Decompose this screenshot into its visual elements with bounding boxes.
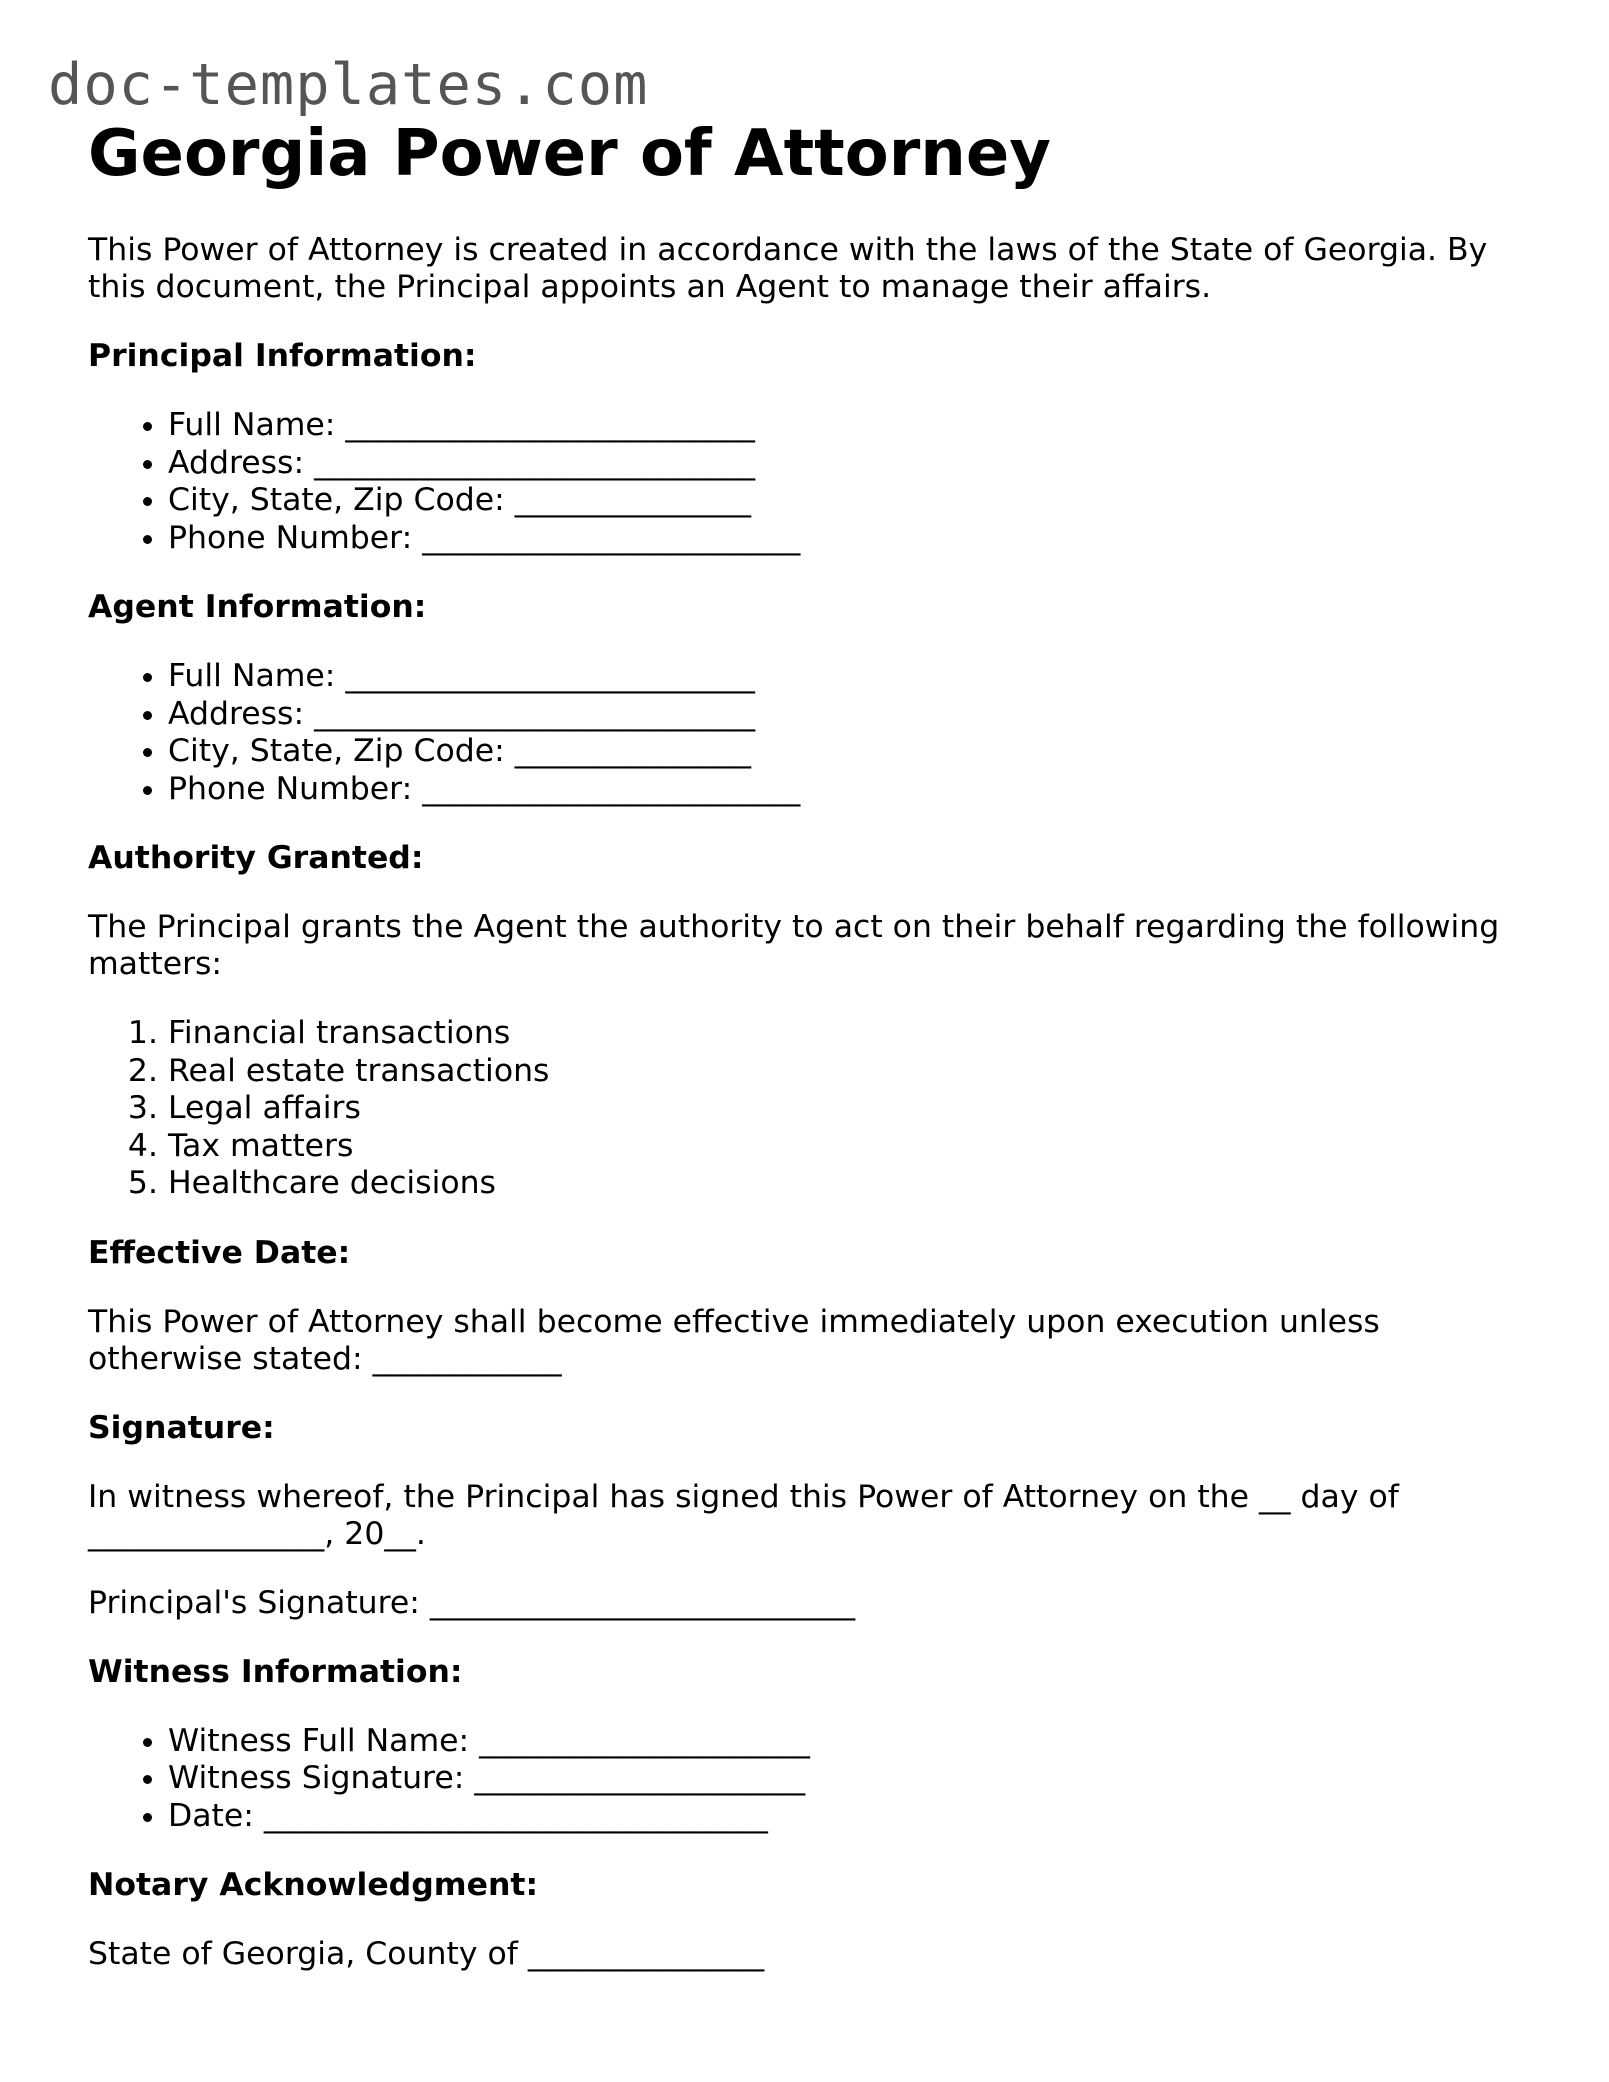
authority-list bbox=[88, 1015, 1528, 1203]
watermark: doc-templates.com bbox=[48, 52, 649, 118]
witness-date-field: • Date: ________________________________ bbox=[168, 1798, 1528, 1836]
principal-signature-line: Principal's Signature: ___________________________ bbox=[88, 1584, 856, 1621]
authority-item: 2. Real estate transactions bbox=[168, 1053, 1528, 1091]
effective-date-paragraph: This Power of Attorney shall become effective immediately upon execution unless otherwise stated: ____________ bbox=[88, 1303, 1380, 1377]
agent-fields-list bbox=[88, 658, 1528, 808]
authority-heading: Authority Granted: bbox=[88, 840, 424, 876]
witness-signature-field: • Witness Signature: _____________________ bbox=[168, 1760, 1528, 1798]
principal-address-field: • Address: ____________________________ bbox=[168, 445, 1528, 483]
agent-heading: Agent Information: bbox=[88, 589, 427, 625]
principal-heading: Principal Information: bbox=[88, 338, 477, 374]
notary-county-line: State of Georgia, County of _______________ bbox=[88, 1936, 765, 1972]
document-title: Georgia Power of Attorney bbox=[88, 117, 1051, 191]
principal-phone-field: • Phone Number: ________________________ bbox=[168, 520, 1528, 558]
witness-full-name-field: • Witness Full Name: _____________________ bbox=[168, 1723, 1528, 1761]
authority-item: 5. Healthcare decisions bbox=[168, 1165, 1528, 1203]
principal-fields-list bbox=[88, 407, 1528, 557]
document-body bbox=[88, 112, 1528, 2005]
principal-full-name-field: • Full Name: __________________________ bbox=[168, 407, 1528, 445]
intro-paragraph: This Power of Attorney is created in accordance with the laws of the State of Georgia. By this document, the Principal appoints an Agent to manage their affairs. bbox=[88, 232, 1488, 305]
notary-heading: Notary Acknowledgment: bbox=[88, 1867, 539, 1903]
agent-address-field: • Address: ____________________________ bbox=[168, 696, 1528, 734]
signature-paragraph: In witness whereof, the Principal has signed this Power of Attorney on the __ day of _______________, 20__. bbox=[88, 1478, 1399, 1552]
signature-heading: Signature: bbox=[88, 1409, 275, 1446]
witness-heading: Witness Information: bbox=[88, 1653, 463, 1690]
principal-city-state-zip-field: • City, State, Zip Code: _______________ bbox=[168, 482, 1528, 520]
authority-paragraph: The Principal grants the Agent the authority to act on their behalf regarding the following matters: bbox=[88, 909, 1500, 982]
witness-fields-list bbox=[88, 1723, 1528, 1836]
authority-item: 1. Financial transactions bbox=[168, 1015, 1528, 1053]
effective-date-heading: Effective Date: bbox=[88, 1234, 351, 1271]
authority-item: 3. Legal affairs bbox=[168, 1090, 1528, 1128]
agent-phone-field: • Phone Number: ________________________ bbox=[168, 771, 1528, 809]
agent-full-name-field: • Full Name: __________________________ bbox=[168, 658, 1528, 696]
agent-city-state-zip-field: • City, State, Zip Code: _______________ bbox=[168, 733, 1528, 771]
authority-item: 4. Tax matters bbox=[168, 1128, 1528, 1166]
